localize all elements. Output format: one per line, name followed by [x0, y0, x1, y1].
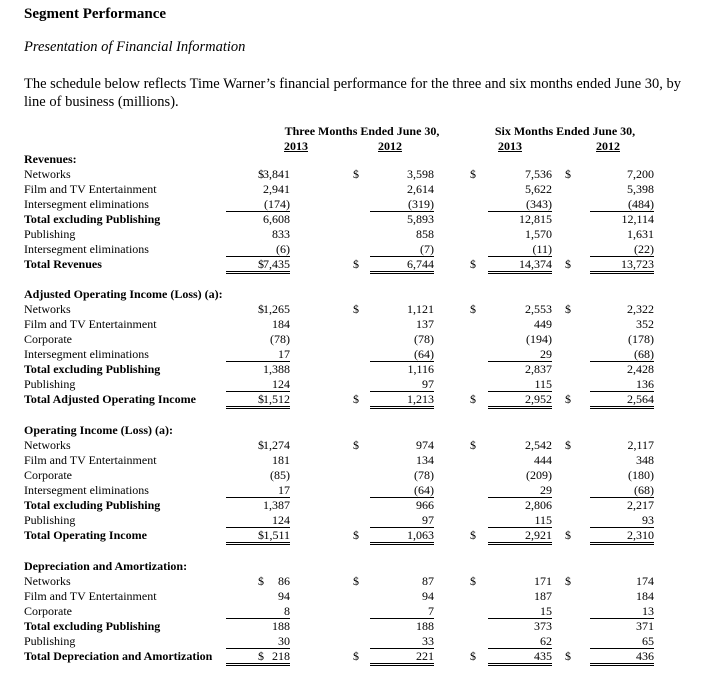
- value-cell: 2,941: [263, 182, 290, 196]
- header-six-2013: 2013: [498, 139, 522, 153]
- value-cell: 188: [416, 619, 434, 633]
- value-cell: 966: [416, 498, 434, 512]
- value-cell: 373: [534, 619, 552, 633]
- value-cell: 93: [590, 513, 654, 528]
- value-cell: 62: [488, 634, 552, 649]
- header-three-2012: 2012: [378, 139, 402, 153]
- value-cell: 8: [226, 604, 290, 619]
- value-cell: 352: [636, 317, 654, 331]
- value-cell: 137: [416, 317, 434, 331]
- value-cell: 7,200: [627, 167, 654, 181]
- value-cell: (78): [270, 332, 290, 346]
- row-label: Networks: [24, 574, 71, 588]
- row-label: Total excluding Publishing: [24, 498, 161, 512]
- row-label: Intersegment eliminations: [24, 483, 149, 497]
- value-cell: 1,121: [407, 302, 434, 316]
- table-row: [24, 227, 684, 242]
- value-cell: 171: [534, 574, 552, 588]
- value-cell: (68): [590, 483, 654, 498]
- value-cell: 7,435: [226, 257, 290, 274]
- value-cell: 1,512: [226, 392, 290, 409]
- value-cell: 348: [636, 453, 654, 467]
- row-label: Total Operating Income: [24, 528, 147, 542]
- value-cell: 5,622: [525, 182, 552, 196]
- value-cell: 2,542: [525, 438, 552, 452]
- value-cell: 1,388: [263, 362, 290, 376]
- currency-symbol: $: [258, 438, 264, 452]
- value-cell: 94: [422, 589, 434, 603]
- value-cell: (78): [414, 468, 434, 482]
- value-cell: 33: [370, 634, 434, 649]
- section-heading-label: Operating Income (Loss) (a):: [24, 423, 173, 437]
- table-row: [24, 438, 684, 453]
- row-label: Intersegment eliminations: [24, 347, 149, 361]
- table-row: [24, 453, 684, 468]
- value-cell: 115: [488, 377, 552, 392]
- value-cell: 1,213: [370, 392, 434, 409]
- section-subtitle: Presentation of Financial Information: [24, 39, 246, 55]
- currency-symbol: $: [353, 302, 359, 316]
- value-cell: 2,564: [590, 392, 654, 409]
- header-six-months: Six Months Ended June 30,: [494, 124, 636, 138]
- value-cell: 974: [416, 438, 434, 452]
- currency-symbol: $: [258, 257, 264, 271]
- row-label: Corporate: [24, 468, 72, 482]
- row-label: Total excluding Publishing: [24, 212, 161, 226]
- section-heading: [24, 152, 684, 167]
- value-cell: 13: [590, 604, 654, 619]
- value-cell: 833: [272, 227, 290, 241]
- value-cell: (64): [370, 347, 434, 362]
- value-cell: 97: [370, 513, 434, 528]
- currency-symbol: $: [470, 167, 476, 181]
- currency-symbol: $: [565, 392, 571, 406]
- value-cell: 3,841: [263, 167, 290, 181]
- value-cell: (174): [226, 197, 290, 212]
- value-cell: 12,114: [621, 212, 654, 226]
- value-cell: 17: [226, 483, 290, 498]
- table-row: [24, 377, 684, 392]
- header-three-2013: 2013: [284, 139, 308, 153]
- section-heading-label: Revenues:: [24, 152, 77, 166]
- value-cell: 94: [278, 589, 290, 603]
- currency-symbol: $: [470, 649, 476, 663]
- currency-symbol: $: [353, 574, 359, 588]
- value-cell: 5,398: [627, 182, 654, 196]
- currency-symbol: $: [470, 302, 476, 316]
- currency-symbol: $: [470, 257, 476, 271]
- value-cell: 858: [416, 227, 434, 241]
- value-cell: (22): [590, 242, 654, 257]
- value-cell: 2,921: [488, 528, 552, 545]
- value-cell: 134: [416, 453, 434, 467]
- table-row: [24, 619, 684, 634]
- value-cell: (78): [414, 332, 434, 346]
- value-cell: (178): [628, 332, 654, 346]
- row-label: Total Adjusted Operating Income: [24, 392, 196, 406]
- row-label: Intersegment eliminations: [24, 242, 149, 256]
- currency-symbol: $: [353, 438, 359, 452]
- value-cell: 15: [488, 604, 552, 619]
- table-row: [24, 317, 684, 332]
- row-label: Publishing: [24, 634, 76, 648]
- currency-symbol: $: [565, 167, 571, 181]
- value-cell: 17: [226, 347, 290, 362]
- currency-symbol: $: [353, 649, 359, 663]
- table-row: [24, 347, 684, 362]
- value-cell: 1,631: [627, 227, 654, 241]
- value-cell: 449: [534, 317, 552, 331]
- value-cell: 436: [590, 649, 654, 666]
- value-cell: 29: [488, 347, 552, 362]
- value-cell: (180): [628, 468, 654, 482]
- value-cell: 29: [488, 483, 552, 498]
- table-row: [24, 362, 684, 377]
- table-row: [24, 649, 684, 664]
- intro-paragraph: The schedule below reflects Time Warner’s financial performance for the three and six months ended June 30, by line of business (millions).: [24, 76, 682, 110]
- currency-symbol: $: [565, 649, 571, 663]
- currency-symbol: $: [353, 167, 359, 181]
- table-row: [24, 589, 684, 604]
- value-cell: 2,837: [525, 362, 552, 376]
- value-cell: 87: [422, 574, 434, 588]
- section-title: Segment Performance: [24, 6, 167, 22]
- value-cell: 221: [370, 649, 434, 666]
- value-cell: 3,598: [407, 167, 434, 181]
- value-cell: (209): [526, 468, 552, 482]
- table-row: [24, 513, 684, 528]
- value-cell: (194): [526, 332, 552, 346]
- value-cell: 1,570: [525, 227, 552, 241]
- currency-symbol: $: [565, 528, 571, 542]
- currency-symbol: $: [353, 257, 359, 271]
- value-cell: 13,723: [590, 257, 654, 274]
- value-cell: (85): [270, 468, 290, 482]
- value-cell: 184: [636, 589, 654, 603]
- currency-symbol: $: [565, 574, 571, 588]
- value-cell: 187: [534, 589, 552, 603]
- row-label: Film and TV Entertainment: [24, 453, 157, 467]
- value-cell: 371: [636, 619, 654, 633]
- table-row: [24, 604, 684, 619]
- value-cell: (484): [590, 197, 654, 212]
- value-cell: 65: [590, 634, 654, 649]
- value-cell: 2,322: [627, 302, 654, 316]
- table-row: [24, 182, 684, 197]
- header-six-2012: 2012: [596, 139, 620, 153]
- value-cell: 14,374: [488, 257, 552, 274]
- row-label: Total excluding Publishing: [24, 619, 161, 633]
- table-row: [24, 634, 684, 649]
- value-cell: 435: [488, 649, 552, 666]
- row-label: Networks: [24, 302, 71, 316]
- table-row: [24, 197, 684, 212]
- value-cell: 2,117: [627, 438, 654, 452]
- value-cell: 12,815: [519, 212, 552, 226]
- table-row: [24, 483, 684, 498]
- currency-symbol: $: [470, 392, 476, 406]
- value-cell: 30: [226, 634, 290, 649]
- value-cell: 444: [534, 453, 552, 467]
- row-label: Total Revenues: [24, 257, 102, 271]
- table-row: [24, 242, 684, 257]
- table-row: [24, 468, 684, 483]
- value-cell: 6,608: [263, 212, 290, 226]
- table-row: [24, 528, 684, 543]
- row-label: Total Depreciation and Amortization: [24, 649, 213, 663]
- value-cell: 1,063: [370, 528, 434, 545]
- value-cell: 2,428: [627, 362, 654, 376]
- section-heading-label: Depreciation and Amortization:: [24, 559, 188, 573]
- value-cell: 1,274: [263, 438, 290, 452]
- value-cell: 1,116: [407, 362, 434, 376]
- section-heading: [24, 287, 684, 302]
- row-label: Corporate: [24, 604, 72, 618]
- header-three-months: Three Months Ended June 30,: [284, 124, 440, 138]
- value-cell: (11): [488, 242, 552, 257]
- row-label: Networks: [24, 438, 71, 452]
- currency-symbol: $: [258, 528, 264, 542]
- value-cell: 1,387: [263, 498, 290, 512]
- value-cell: 181: [272, 453, 290, 467]
- value-cell: 124: [226, 377, 290, 392]
- row-label: Intersegment eliminations: [24, 197, 149, 211]
- currency-symbol: $: [258, 574, 264, 588]
- value-cell: 2,614: [407, 182, 434, 196]
- table-row: [24, 212, 684, 227]
- currency-symbol: $: [470, 528, 476, 542]
- row-label: Publishing: [24, 227, 76, 241]
- value-cell: 2,806: [525, 498, 552, 512]
- value-cell: 7: [370, 604, 434, 619]
- currency-symbol: $: [258, 302, 264, 316]
- currency-symbol: $: [258, 649, 264, 663]
- value-cell: (7): [370, 242, 434, 257]
- table-row: [24, 498, 684, 513]
- currency-symbol: $: [258, 392, 264, 406]
- value-cell: 86: [278, 574, 290, 588]
- section-heading-label: Adjusted Operating Income (Loss) (a):: [24, 287, 223, 301]
- value-cell: 115: [488, 513, 552, 528]
- currency-symbol: $: [565, 302, 571, 316]
- row-label: Film and TV Entertainment: [24, 182, 157, 196]
- table-row: [24, 392, 684, 407]
- row-label: Publishing: [24, 513, 76, 527]
- table-row: [24, 332, 684, 347]
- value-cell: 184: [272, 317, 290, 331]
- row-label: Corporate: [24, 332, 72, 346]
- value-cell: 1,265: [263, 302, 290, 316]
- currency-symbol: $: [565, 438, 571, 452]
- row-label: Total excluding Publishing: [24, 362, 161, 376]
- section-heading: [24, 423, 684, 438]
- value-cell: 1,511: [226, 528, 290, 545]
- value-cell: 2,553: [525, 302, 552, 316]
- value-cell: (6): [226, 242, 290, 257]
- currency-symbol: $: [353, 528, 359, 542]
- value-cell: (343): [488, 197, 552, 212]
- row-label: Film and TV Entertainment: [24, 589, 157, 603]
- row-label: Film and TV Entertainment: [24, 317, 157, 331]
- row-label: Publishing: [24, 377, 76, 391]
- value-cell: 5,893: [407, 212, 434, 226]
- currency-symbol: $: [470, 438, 476, 452]
- currency-symbol: $: [353, 392, 359, 406]
- row-label: Networks: [24, 167, 71, 181]
- value-cell: 2,310: [590, 528, 654, 545]
- value-cell: 2,217: [627, 498, 654, 512]
- currency-symbol: $: [258, 167, 264, 181]
- value-cell: (64): [370, 483, 434, 498]
- currency-symbol: $: [470, 574, 476, 588]
- table-row: [24, 574, 684, 589]
- table-row: [24, 167, 684, 182]
- value-cell: (68): [590, 347, 654, 362]
- value-cell: 218: [226, 649, 290, 666]
- value-cell: 136: [590, 377, 654, 392]
- section-heading: [24, 559, 684, 574]
- value-cell: 174: [636, 574, 654, 588]
- currency-symbol: $: [565, 257, 571, 271]
- value-cell: 97: [370, 377, 434, 392]
- table-row: [24, 302, 684, 317]
- value-cell: 2,952: [488, 392, 552, 409]
- value-cell: 6,744: [370, 257, 434, 274]
- table-row: [24, 257, 684, 272]
- value-cell: (319): [370, 197, 434, 212]
- value-cell: 124: [226, 513, 290, 528]
- value-cell: 7,536: [525, 167, 552, 181]
- value-cell: 188: [272, 619, 290, 633]
